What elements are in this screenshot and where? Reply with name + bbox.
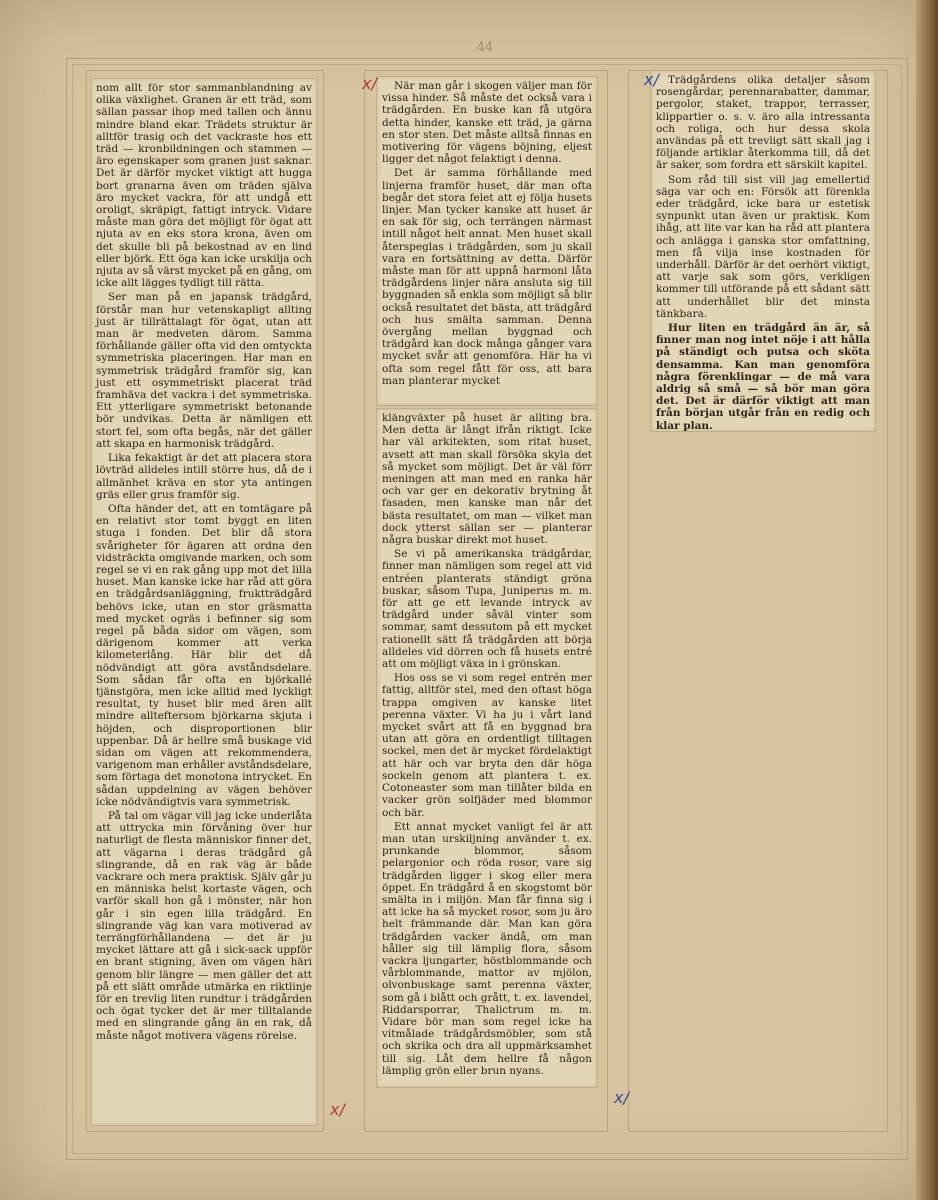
paragraph: Det är samma förhållande med linjerna framför huset, där man ofta begår det stora felet att ej följa husets linjer. Man tycker kanske att huset är en sak för sig, och terrängen närmast intill något helt annat. Men huset skall återspeglas i trädgården, som ju skall vara en fortsättning av detta. Därför måste man för att uppnå harmoni låta trädgårdens linjer nära ansluta sig till byggnaden så enkla som möjligt så blir också resultatet det bästa, att trädgård och hus smälta samman. Denna övergång mellan byggnad och trädgård kan dock många gånger vara mycket svår att genomföra. Här ha vi ofta som regel fått för oss, att bara man planterar mycket — [382, 167, 592, 387]
paragraph: Hur liten en trädgård än är, så finner man nog intet nöje i att hålla på ständigt och putsa och sköta densamma. Kan man genomföra några förenklingar — de må vara aldrig så små — så bör man göra det. Det är därför viktigt att man från början utgår från en redig och klar plan. — [656, 322, 870, 432]
paragraph: Ofta händer det, att en tomtägare på en relativt stor tomt byggt en liten stuga i fonden. Det blir då stora svårigheter för ägaren att ordna den vidsträckta omgivande marken, och som regel se vi en rak gång upp mot det lilla huset. Man kanske icke har råd att göra en trädgårdsanläggning, fruktträdgård behövs icke, utan en stor gräsmatta med mycket ogräs i befinner sig som regel på båda sidor om vägen, som därigenom kommer att verka kilometerlång. Här blir det då nödvändigt att göra avståndsdelare. Som sådan får ofta en björkallé tjänstgöra, men icke alltid med lyckligt resultat, ty huset blir med ären allt mindre allteftersom björkarna skjuta i höjden, och disproportionen blir uppenbar. Då är hellre små buskage vid sidan om vägen att rekommendera, varigenom man erhåller avståndsdelare, som förtaga det monotona intrycket. En sådan uppdelning av vägen behöver icke nödvändigtvis vara symmetrisk. — [96, 502, 312, 808]
paragraph: Lika fekaktigt är det att placera stora lövträd alldeles intill större hus, då de i allmänhet kräva en stor yta antingen gräs eller grus framför sig. — [96, 452, 312, 501]
page-number: 44 — [476, 40, 494, 55]
paragraph: nom allt för stor sammanblandning av olika växlighet. Granen är ett träd, som sällan passar ihop med tallen och ännu mindre bland ekar. Trädets struktur är alltför trasig och det vackraste hos ett träd — kronbildningen och stammen — äro egenskaper som granen just saknar. Det är därför mycket viktigt att hugga bort granarna även om träden själva äro mycket vackra, för att undgå ett oroligt, skräpigt, fattigt intryck. Vidare måste man göra det möjligt för ögat att njuta av en eks stora krona, även om det skulle bli på bekostnad av en lind eller björk. Ett öga kan icke urskilja och njuta av så värst mycket på en gång, om icke allt lägges tydligt till rätta. — [96, 82, 312, 290]
blue-x-mark-top: x/ — [644, 70, 659, 89]
red-x-mark-bottom: x/ — [330, 1100, 345, 1119]
paragraph: När man går i skogen väljer man för vissa hinder. Så måste det också vara i trädgården. En buske kan få utgöra detta hinder, kanske ett träd, ja gärna en stor sten. Det måste alltså finnas en motivering för vägens böjning, eljest ligger det något felaktigt i denna. — [382, 80, 592, 166]
red-x-mark: x/ — [362, 74, 377, 93]
newspaper-clipping-column-2-top — [376, 76, 598, 406]
paragraph: Se vi på amerikanska trädgårdar, finner man nämligen som regel att vid entréen planterats ständigt gröna buskar, såsom Tupa, Juniperus m. m. för att ge ett levande intryck av trädgård under såväl vinter som sommar, samt dessutom på ett mycket rationellt sätt få trädgården att börja alldeles vid dörren och få husets entré att om möjligt växa in i grönskan. — [382, 548, 592, 671]
newspaper-clipping-column-2-bottom — [376, 408, 598, 1088]
newspaper-clipping-column-1 — [90, 78, 318, 1126]
paragraph: Ser man på en japansk trädgård, förstår man hur vetenskapligt allting just är tillrättalagt för ögat, utan att man är medveten därom. Samma förhållande gäller ofta vid den omtyckta symmetriska placeringen. Har man en symmetrisk trädgård framför sig, kan just ett osymmetriskt placerat träd framhäva det vackra i det symmetriska. Ett ytterligare symmetriskt betonande bör undvikas. Detta är nämligen ett stort fel, som ofta begås, när det gäller att skapa en harmonisk trädgård. — [96, 291, 312, 450]
paragraph: Som råd till sist vill jag emellertid säga var och en: Försök att förenkla eder trädgård, icke bara ur estetisk synpunkt utan även ur praktisk. Kom ihåg, att lite var kan ha råd att plantera och anlägga i ganska stor omfattning, men få vilja inse kostnaden för underhåll. Därför är det oerhört viktigt, att varje sak som görs, verkligen kommer till utförande på ett sådant sätt att underhållet blir det minsta tänkbara. — [656, 173, 870, 320]
paragraph: Ett annat mycket vanligt fel är att man utan urskiljning använder t. ex. prunkande blommor, såsom pelargonior och röda rosor, vare sig trädgården ligger i skog eller mera öppet. En trädgård å en skogstomt bör smälta in i miljön. Man får finna sig i att icke ha så mycket rosor, som ju äro helt främmande där. Man kan göra trädgården vacker ändå, om man håller sig till lämplig flora, såsom vackra ljungarter, höstblommande och vårblommande, mattor av mjölon, olvonbuskage samt perenna växter, som gå i blått och grått, t. ex. lavendel, Riddarsporrar, Thalictrum m. m. Vidare bör man som regel icke ha vitmålade trädgårdsmöbler, som stå och skrika och dra all uppmärksamhet till sig. Låt dem hellre få någon lämplig grön eller brun nyans. — [382, 820, 592, 1077]
paragraph: På tal om vägar vill jag icke underlåta att uttrycka min förvåning över hur naturligt de flesta människor finner det, att vägarna i deras trädgård gå slingrande, då en rak väg är både vackrare och mera praktisk. Själv går ju en människa helst kortaste vägen, och varför skall hon gå i mönster, när hon går i sin egen lilla trädgård. En slingrande väg kan vara motiverad av terrängförhållandena — det är ju mycket lättare att gå i sick-sack uppför en brant stigning, även om vägen häri genom blir längre — men gäller det att på ett slätt område utmärka en riktlinje för en trevlig liten rundtur i trädgården och ögat tycker det är mer tilltalande med en slingrande gång än en rak, då måste något motivera vägens rörelse. — [96, 809, 312, 1042]
paragraph: Trädgårdens olika detaljer såsom rosengårdar, perennarabatter, dammar, pergolor, staket, trappor, terrasser, klippartier o. s. v. äro alla intressanta och roliga, och hur dessa skola användas på ett trevligt sätt skall jag i följande artiklar återkomma till, då det är saker, som fordra ett särskilt kapitel. — [656, 74, 870, 172]
page-binding — [916, 0, 938, 1200]
paragraph: klängväxter på huset är allting bra. Men detta är långt ifrån riktigt. Icke har väl arkitekten, som ritat huset, avsett att man skall försöka skyla det så mycket som möjligt. Det är väl förr meningen att man med en ranka här och var ger en dekorativ brytning åt fasaden, men kanske man når det bästa resultatet, om man — vilket man dock ytterst sällan ser — planterar några buskar direkt mot huset. — [382, 412, 592, 547]
paragraph: Hos oss se vi som regel entrén mer fattig, alltför stel, med den oftast höga trappa omgiven av kanske litet perenna växter. Vi ha ju i vårt land mycket svårt att få en byggnad bra utan att göra en ordentligt tilltagen sockel, men det är mycket fördelaktigt att här och var bryta den där höga sockeln genom att plantera t. ex. Cotoneaster som man tillåter bilda en vacker grön solfjäder med blommor och bär. — [382, 672, 592, 819]
blue-x-mark-bottom: x/ — [614, 1088, 629, 1107]
newspaper-clipping-column-3 — [650, 70, 876, 432]
